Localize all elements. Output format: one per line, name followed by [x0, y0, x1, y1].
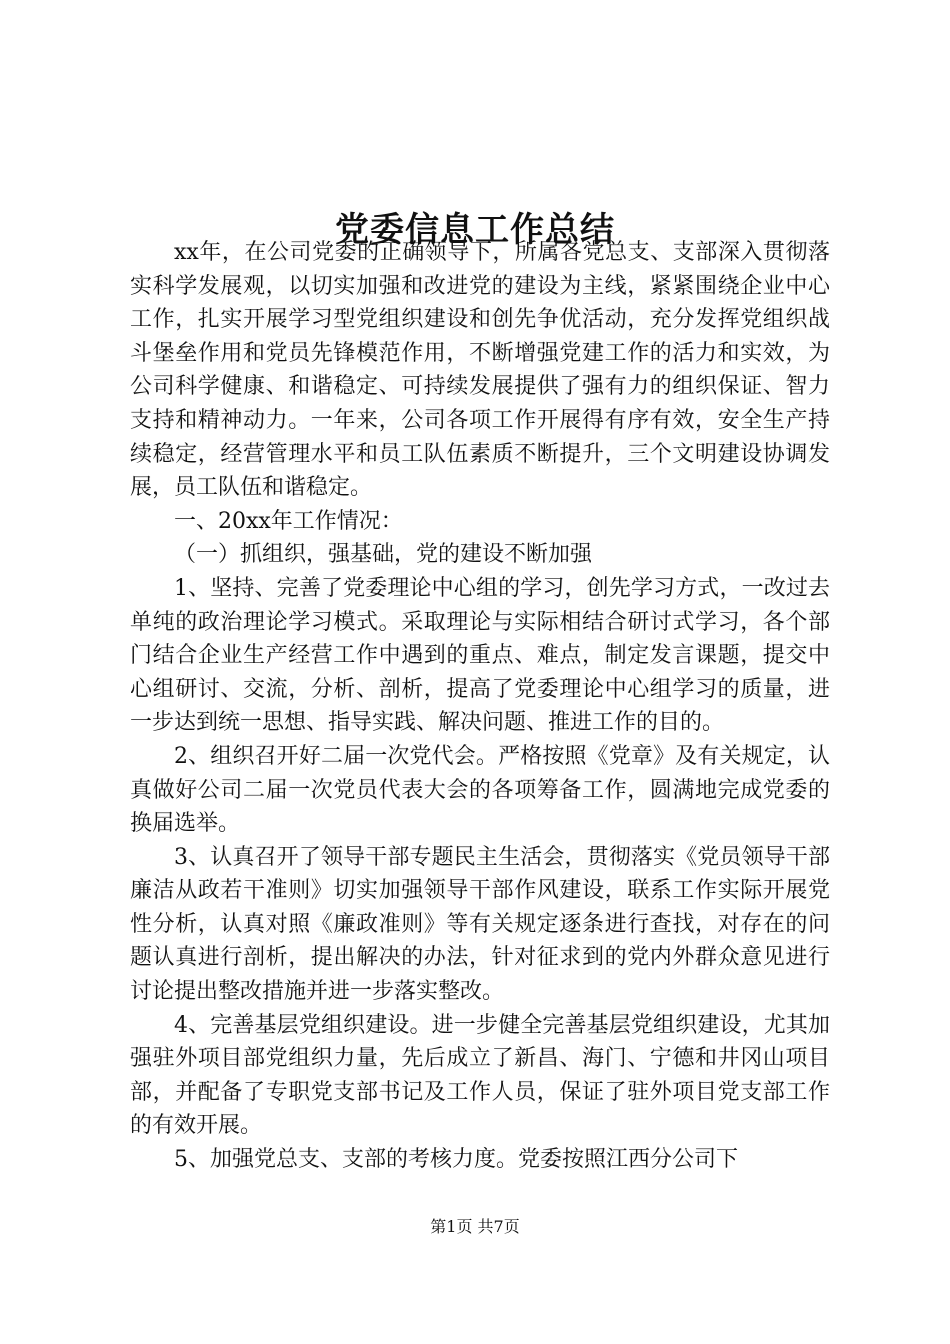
paragraph-item-2: 2、组织召开好二届一次党代会。严格按照《党章》及有关规定，认真做好公司二届一次党员代表大会的各项筹备工作，圆满地完成党委的换届选举。	[130, 743, 830, 837]
document-body	[130, 236, 830, 1177]
paragraph-item-3: 3、认真召开了领导干部专题民主生活会，贯彻落实《党员领导干部廉洁从政若干准则》切实加强领导干部作风建设，联系工作实际开展党性分析，认真对照《廉政准则》等有关规定逐条进行查找，对存在的问题认真进行剖析，提出解决的办法，针对征求到的党内外群众意见进行讨论提出整改措施并进一步落实整改。	[130, 844, 830, 1005]
paragraph-intro: xx年，在公司党委的正确领导下，所属各党总支、支部深入贯彻落实科学发展观，以切实加强和改进党的建设为主线，紧紧围绕企业中心工作，扎实开展学习型党组织建设和创先争优活动，充分发挥党组织战斗堡垒作用和党员先锋模范作用，不断增强党建工作的活力和实效，为公司科学健康、和谐稳定、可持续发展提供了强有力的组织保证、智力支持和精神动力。一年来，公司各项工作开展得有序有效，安全生产持续稳定，经营管理水平和员工队伍素质不断提升，三个文明建设协调发展，员工队伍和谐稳定。	[130, 240, 830, 501]
paragraph-item-5: 5、加强党总支、支部的考核力度。党委按照江西分公司下	[174, 1147, 738, 1173]
subsection-heading: （一）抓组织，强基础，党的建设不断加强	[174, 542, 593, 568]
paragraph-item-4: 4、完善基层党组织建设。进一步健全完善基层党组织建设，尤其加强驻外项目部党组织力量，先后成立了新昌、海门、宁德和井冈山项目部，并配备了专职党支部书记及工作人员，保证了驻外项目党支部工作的有效开展。	[130, 1012, 830, 1139]
paragraph-item-1: 1、坚持、完善了党委理论中心组的学习，创先学习方式，一改过去单纯的政治理论学习模式。采取理论与实际相结合研讨式学习，各个部门结合企业生产经营工作中遇到的重点、难点，制定发言课题，提交中心组研讨、交流，分析、剖析，提高了党委理论中心组学习的质量，进一步达到统一思想、指导实践、解决问题、推进工作的目的。	[130, 575, 830, 736]
page-footer: 第1页 共7页	[430, 1217, 520, 1236]
document-title: 党委信息工作总结	[335, 209, 615, 250]
section-heading: 一、20xx年工作情况：	[174, 508, 403, 534]
